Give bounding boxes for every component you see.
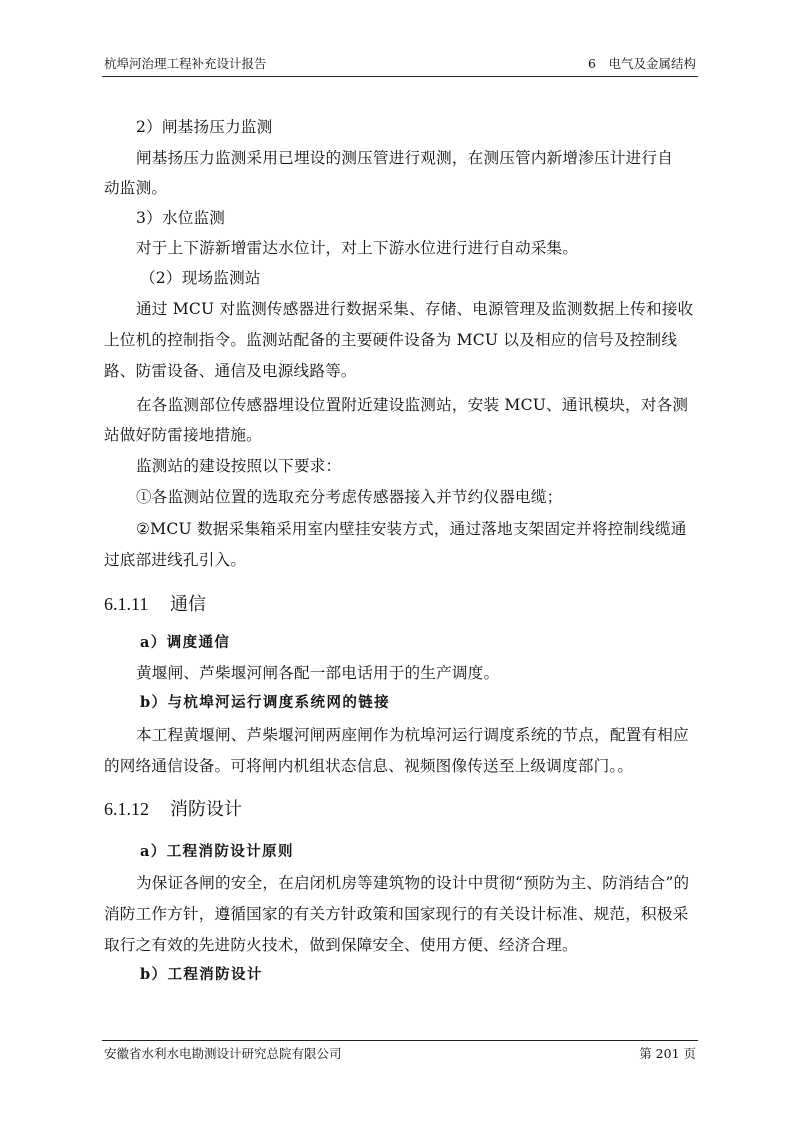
- paragraph-line: 监测站的建设按照以下要求：: [136, 457, 342, 475]
- section-heading-6-1-12: [104, 797, 242, 822]
- paragraph-line: 闸基扬压力监测采用已埋设的测压管进行观测，在测压管内新增渗压计进行自: [136, 149, 673, 167]
- item-monitoring-station-heading: （2）现场监测站: [140, 269, 261, 287]
- paragraph-line: 为保证各闸的安全，在启闭机房等建筑物的设计中贯彻“预防为主、防消结合”的: [136, 874, 690, 892]
- subsection-network-link: b）与杭埠河运行调度系统网的链接: [140, 694, 391, 711]
- page-footer: [102, 1040, 698, 1065]
- paragraph-line: 过底部进线孔引入。: [104, 551, 247, 569]
- section-heading-6-1-11: [104, 592, 206, 617]
- item-water-level-heading: 3）水位监测: [136, 209, 226, 227]
- paragraph-line: 消防工作方针，遵循国家的有关方针政策和国家现行的有关设计标准、规范，积极采: [104, 905, 689, 923]
- paragraph-line: 通过 MCU 对监测传感器进行数据采集、存储、电源管理及监测数据上传和接收: [136, 300, 694, 318]
- section-title: 通信: [170, 594, 206, 615]
- page-header: [102, 56, 698, 77]
- paragraph-line: 动监测。: [104, 179, 168, 197]
- paragraph-line: 黄堰闸、芦柴堰河闸各配一部电话用于的生产调度。: [136, 664, 500, 682]
- item-uplift-pressure-heading: 2）闸基扬压力监测: [136, 118, 273, 136]
- paragraph-line: 上位机的控制指令。监测站配备的主要硬件设备为 MCU 以及相应的信号及控制线: [104, 331, 678, 349]
- paragraph-line: 在各监测部位传感器埋设位置附近建设监测站，安装 MCU、通讯模块，对各测: [136, 396, 689, 414]
- section-number: 6.1.11: [104, 594, 149, 614]
- paragraph-line: 路、防雷设备、通信及电源线路等。: [104, 362, 357, 380]
- paragraph-line: 对于上下游新增雷达水位计，对上下游水位进行进行自动采集。: [136, 239, 579, 257]
- paragraph-line: 站做好防雷接地措施。: [104, 426, 262, 444]
- subsection-fire-principle: a）工程消防设计原则: [140, 843, 294, 860]
- paragraph-line: 取行之有效的先进防火技术，做到保障安全、使用方便、经济合理。: [104, 936, 578, 954]
- section-title: 消防设计: [170, 799, 242, 820]
- paragraph-line: 的网络通信设备。可将闸内机组状态信息、视频图像传送至上级调度部门。。: [104, 757, 634, 775]
- subsection-fire-design: b）工程消防设计: [140, 966, 263, 983]
- footer-company: 安徽省水利水电勘测设计研究总院有限公司: [104, 1046, 342, 1061]
- paragraph-line: 本工程黄堰闸、芦柴堰河闸两座闸作为杭埠河运行调度系统的节点，配置有相应: [136, 726, 689, 744]
- header-report-title: 杭埠河治理工程补充设计报告: [104, 56, 267, 71]
- page-number: 第 201 页: [639, 1046, 696, 1061]
- section-number: 6.1.12: [104, 799, 149, 819]
- subsection-dispatch-comm: a）调度通信: [140, 634, 231, 651]
- list-item: ①各监测站位置的选取充分考虑传感器接入并节约仪器电缆；: [136, 488, 563, 506]
- list-item: ②MCU 数据采集箱采用室内壁挂安装方式，通过落地支架固定并将控制线缆通: [136, 520, 687, 538]
- header-chapter-title: 6 电气及金属结构: [588, 56, 696, 71]
